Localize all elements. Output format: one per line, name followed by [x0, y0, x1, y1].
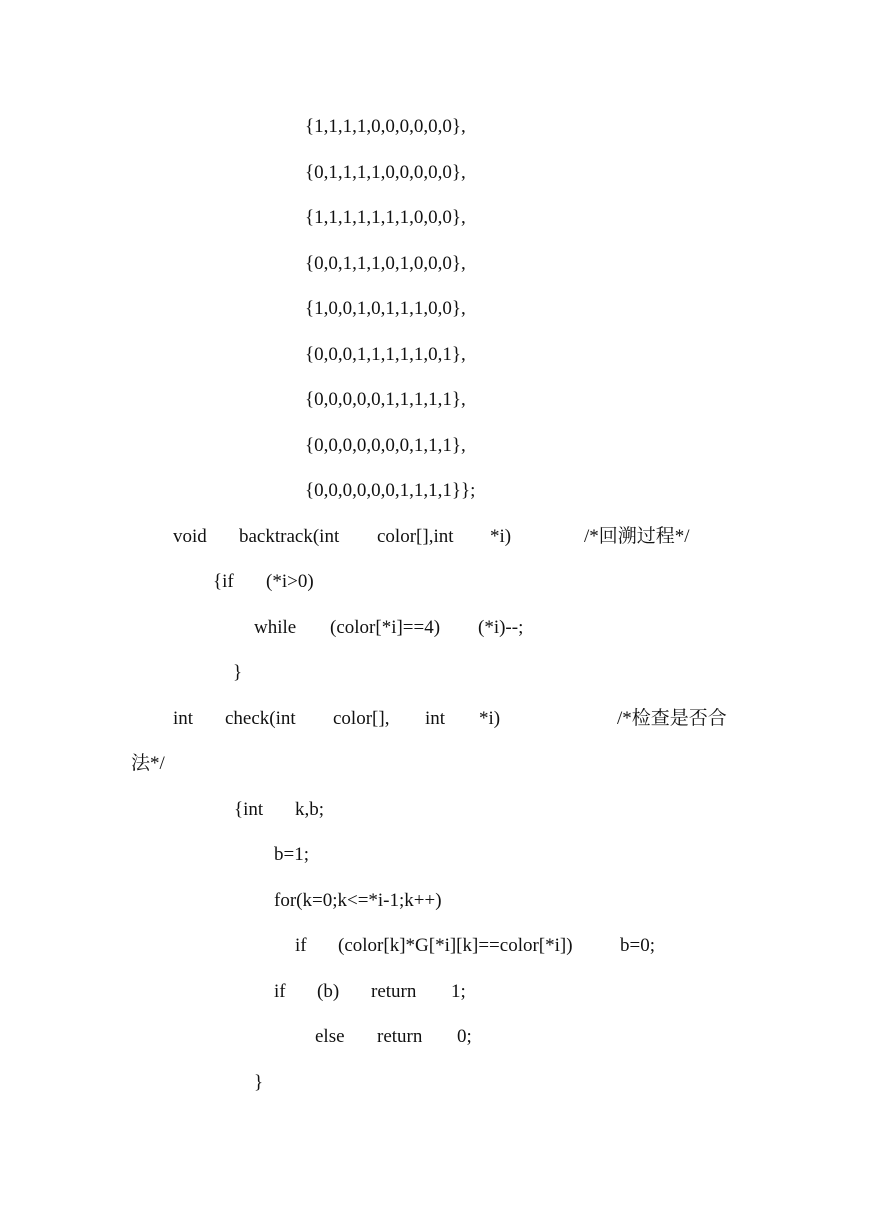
- matrix-row: {0,0,0,0,0,1,1,1,1,1},: [305, 389, 466, 410]
- code-token: return: [377, 1026, 423, 1047]
- code-token: (*i)--;: [478, 617, 524, 638]
- code-token: color[],int: [377, 526, 454, 547]
- check-for-line: for(k=0;k<=*i-1;k++): [274, 890, 442, 911]
- code-token: {if: [213, 571, 234, 592]
- check-else-line: [0, 1025, 869, 1145]
- code-token: if: [274, 981, 286, 1002]
- code-token: if: [295, 935, 307, 956]
- code-token: color[],: [333, 708, 390, 729]
- code-token: *i): [490, 526, 512, 547]
- code-token: backtrack(int: [239, 526, 340, 547]
- backtrack-close-brace: }: [233, 662, 243, 683]
- check-decl-line: [0, 798, 869, 894]
- code-token: (b): [317, 981, 340, 1002]
- code-token: 1;: [451, 981, 466, 1002]
- code-token: (color[k]*G[*i][k]==color[*i]): [338, 935, 573, 956]
- code-token: (color[*i]==4): [330, 617, 441, 638]
- code-token: *i): [479, 708, 501, 729]
- code-token: int: [173, 708, 194, 729]
- code-token: return: [371, 981, 417, 1002]
- code-token: k,b;: [295, 799, 325, 820]
- code-token: void: [173, 526, 207, 547]
- check-close-brace: }: [254, 1072, 264, 1093]
- matrix-row: {0,1,1,1,1,0,0,0,0,0},: [305, 162, 466, 183]
- matrix-row: {0,0,0,0,0,0,1,1,1,1}};: [305, 480, 476, 501]
- matrix-row: {0,0,1,1,1,0,1,0,0,0},: [305, 253, 466, 274]
- code-token: (*i>0): [266, 571, 314, 592]
- code-token: while: [254, 617, 297, 638]
- matrix-row: {1,1,1,1,1,1,1,0,0,0},: [305, 207, 466, 228]
- code-token: {int: [234, 799, 264, 820]
- code-comment: /*回溯过程*/: [584, 526, 690, 547]
- code-token: check(int: [225, 708, 296, 729]
- code-comment-continuation: 法*/: [131, 753, 165, 774]
- check-assign-line: b=1;: [274, 844, 309, 865]
- code-token: else: [315, 1026, 345, 1047]
- matrix-row: {0,0,0,1,1,1,1,1,0,1},: [305, 344, 466, 365]
- code-token: 0;: [457, 1026, 472, 1047]
- code-token: b=0;: [620, 935, 655, 956]
- matrix-row: {0,0,0,0,0,0,0,1,1,1},: [305, 435, 466, 456]
- matrix-row: {1,0,0,1,0,1,1,1,0,0},: [305, 298, 466, 319]
- code-comment: /*检查是否合: [617, 708, 727, 729]
- code-token: int: [425, 708, 446, 729]
- matrix-row: {1,1,1,1,0,0,0,0,0,0},: [305, 116, 466, 137]
